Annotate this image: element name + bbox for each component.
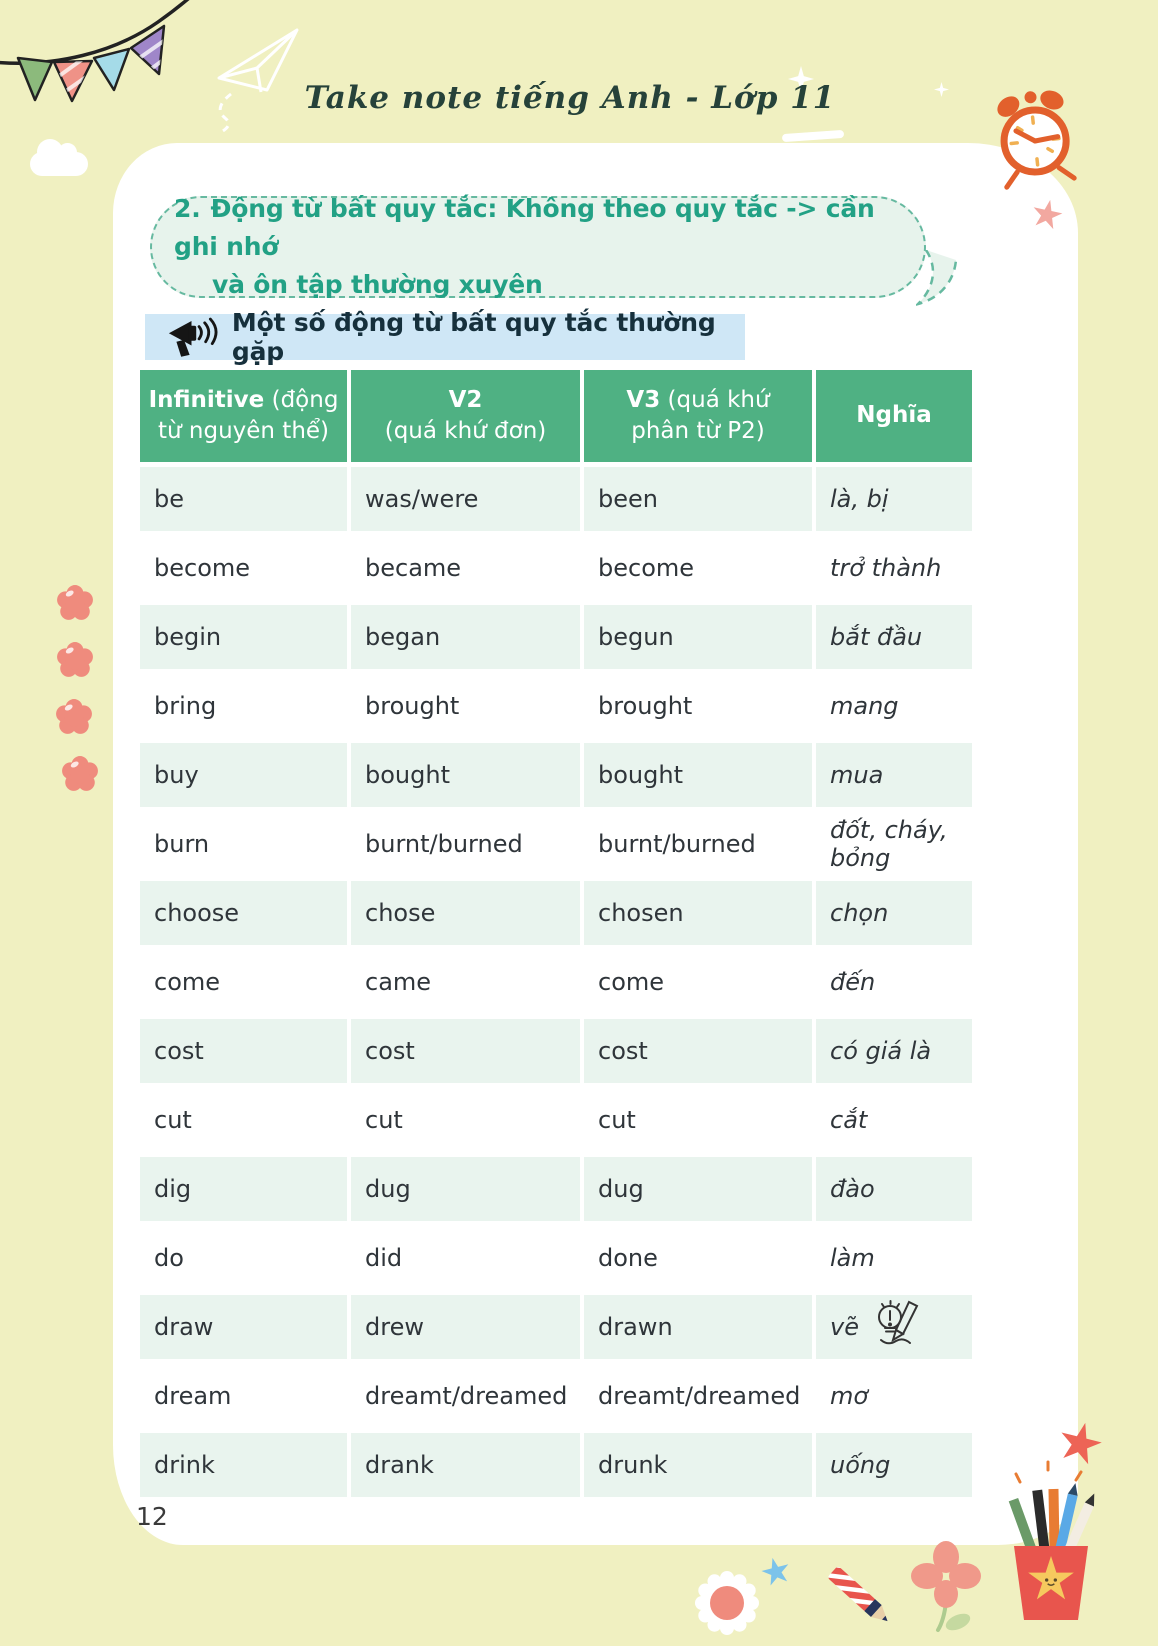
page-number: 12: [136, 1502, 168, 1531]
cell-meaning: chọn: [816, 881, 972, 945]
cell-infinitive: come: [140, 950, 347, 1014]
cell-v2: cost: [351, 1019, 580, 1083]
cell-v2: chose: [351, 881, 580, 945]
cell-infinitive: bring: [140, 674, 347, 738]
flower-blob-icon: [55, 698, 93, 736]
cell-meaning: đào: [816, 1157, 972, 1221]
header-cell-v3: V3 (quá khứ phân từ P2): [584, 370, 812, 462]
cell-infinitive: dream: [140, 1364, 347, 1428]
cell-infinitive: dig: [140, 1157, 347, 1221]
cell-v3: been: [584, 467, 812, 531]
speech-bubble-tail: [916, 250, 968, 314]
cell-v3: become: [584, 536, 812, 600]
cell-infinitive: become: [140, 536, 347, 600]
lightbulb-pencil-doodle-icon: [873, 1300, 929, 1346]
cell-infinitive: cost: [140, 1019, 347, 1083]
cell-v3: cost: [584, 1019, 812, 1083]
cell-v3: drunk: [584, 1433, 812, 1497]
cell-meaning: cắt: [816, 1088, 972, 1152]
header-cell-meaning: Nghĩa: [816, 370, 972, 462]
cell-meaning: là, bị: [816, 467, 972, 531]
heading-line-1: 2. Động từ bất quy tắc: Không theo quy tắc -> cần ghi nhớ: [174, 194, 875, 261]
cell-v2: began: [351, 605, 580, 669]
cell-v3: brought: [584, 674, 812, 738]
cell-meaning: mang: [816, 674, 972, 738]
cell-meaning: làm: [816, 1226, 972, 1290]
cell-v3: begun: [584, 605, 812, 669]
pencil-cup-icon: [1006, 1458, 1096, 1626]
cell-v3: cut: [584, 1088, 812, 1152]
subtitle-bar: [145, 308, 745, 366]
flower-blob-icon: [56, 641, 94, 679]
pink-flower-icon: [906, 1538, 986, 1638]
header-cell-v2: V2 (quá khứ đơn): [351, 370, 580, 462]
swoosh-line: [782, 130, 844, 142]
pink-star-icon: [1027, 195, 1067, 235]
cell-v2: drank: [351, 1433, 580, 1497]
cell-meaning: vẽ: [816, 1295, 972, 1359]
heading-line-2: và ôn tập thường xuyên: [212, 270, 543, 299]
cell-v2: brought: [351, 674, 580, 738]
cell-meaning: uống: [816, 1433, 972, 1497]
cell-v2: dreamt/dreamed: [351, 1364, 580, 1428]
page-title: Take note tiếng Anh - Lớp 11: [304, 80, 836, 116]
cell-meaning: đốt, cháy, bỏng: [816, 812, 972, 876]
cell-infinitive: burn: [140, 812, 347, 876]
cell-v3: dreamt/dreamed: [584, 1364, 812, 1428]
flower-blob-icon: [61, 755, 99, 793]
flower-blob-icon: [56, 584, 94, 622]
cell-v2: drew: [351, 1295, 580, 1359]
pencil-icon: [816, 1552, 911, 1646]
blue-star-icon: [757, 1553, 796, 1592]
header-cell-infinitive: Infinitive (động từ nguyên thể): [140, 370, 347, 462]
cell-infinitive: begin: [140, 605, 347, 669]
cell-v3: dug: [584, 1157, 812, 1221]
cell-meaning: mua: [816, 743, 972, 807]
cell-meaning: trở thành: [816, 536, 972, 600]
cloud-icon: [30, 152, 88, 176]
flower-stamp-icon: [694, 1570, 760, 1636]
cell-v3: drawn: [584, 1295, 812, 1359]
cell-v2: became: [351, 536, 580, 600]
cell-infinitive: buy: [140, 743, 347, 807]
cell-infinitive: drink: [140, 1433, 347, 1497]
cell-v2: bought: [351, 743, 580, 807]
cell-infinitive: cut: [140, 1088, 347, 1152]
cell-v3: bought: [584, 743, 812, 807]
irregular-verbs-table: [140, 370, 972, 1497]
cell-meaning: bắt đầu: [816, 605, 972, 669]
section-heading-box: [150, 196, 926, 298]
cell-v2: was/were: [351, 467, 580, 531]
megaphone-icon: [167, 316, 218, 358]
cell-meaning: có giá là: [816, 1019, 972, 1083]
cell-meaning: mơ: [816, 1364, 972, 1428]
cell-v2: did: [351, 1226, 580, 1290]
section-number: 2.: [174, 194, 201, 223]
cell-infinitive: draw: [140, 1295, 347, 1359]
cell-infinitive: be: [140, 467, 347, 531]
cell-v2: came: [351, 950, 580, 1014]
cell-infinitive: do: [140, 1226, 347, 1290]
cell-infinitive: choose: [140, 881, 347, 945]
cell-meaning: đến: [816, 950, 972, 1014]
cell-v3: chosen: [584, 881, 812, 945]
cell-v2: cut: [351, 1088, 580, 1152]
cell-v3: done: [584, 1226, 812, 1290]
cell-v3: come: [584, 950, 812, 1014]
cell-v2: dug: [351, 1157, 580, 1221]
subtitle-text: Một số động từ bất quy tắc thường gặp: [231, 308, 716, 366]
cell-v3: burnt/burned: [584, 812, 812, 876]
cell-v2: burnt/burned: [351, 812, 580, 876]
section-heading-text: [174, 190, 910, 304]
